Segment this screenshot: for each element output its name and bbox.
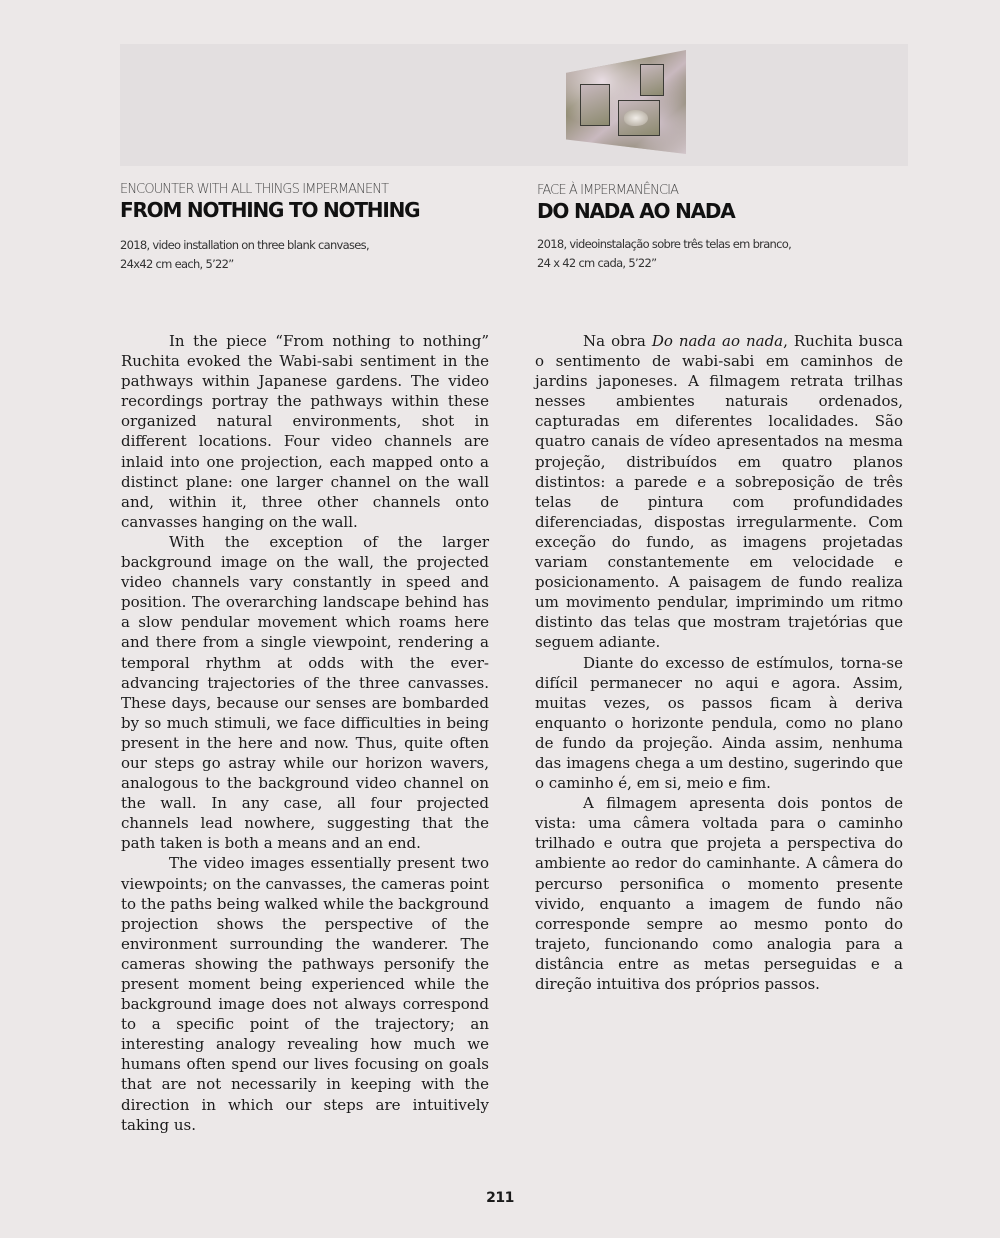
left-specs	[120, 236, 419, 274]
work-title-italic: Do nada ao nada	[651, 332, 784, 350]
body-paragraph: In the piece “From nothing to nothing” Ruchita evoked the Wabi-sabi sentiment in the pathways within Japanese gardens. The video recordings portray the pathways within these organized natural environments, shot in different locations. Four video channels are inlaid into one projection, each mapped onto a distinct plane: one larger channel on the wall and, within it, three other channels onto canvasses hanging on the wall.	[121, 332, 489, 531]
left-title: FROM NOTHING TO NOTHING	[120, 198, 420, 222]
right-spec-line: 24 x 42 cm cada, 5’22”	[537, 256, 657, 270]
body-paragraph: Diante do excesso de estímulos, torna-se difícil permanecer no aqui e agora. Assim, muitas vezes, os passos ficam à deriva enquanto o horizonte pendula, como no plano de fundo da projeção. Ainda assim, nenhuma das imagens chega a um destino, sugerindo que o caminho é, em si, meio e fim.	[535, 653, 903, 793]
right-title: DO NADA AO NADA	[537, 199, 735, 223]
right-heading	[537, 183, 791, 273]
paragraph-lead: Na obra	[583, 332, 652, 350]
left-spec-line: 2018, video installation on three blank canvases,	[120, 238, 369, 252]
left-spec-line: 24x42 cm each, 5’22”	[120, 257, 234, 271]
right-spec-line: 2018, videoinstalação sobre três telas em branco,	[537, 237, 792, 251]
body-paragraph	[535, 331, 903, 653]
header-banner	[120, 44, 908, 166]
left-kicker: ENCOUNTER WITH ALL THINGS IMPERMANENT	[120, 182, 389, 197]
canvas-panel	[640, 64, 664, 96]
body-paragraph: With the exception of the larger background image on the wall, the projected video channels vary constantly in speed and position. The overarching landscape behind has a slow pendular movement which roams here and there from a single viewpoint, rendering a temporal rhythm at odds with the ever-advancing trajectories of the three canvasses. These days, because our senses are bombarded by so much stimuli, we face difficulties in being present in the here and now. Thus, quite often our steps go astray while our horizon wavers, analogous to the background video channel on the wall. In any case, all four projected channels lead nowhere, suggesting that the path taken is both a means and an end.	[121, 532, 489, 853]
body-paragraph: A filmagem apresenta dois pontos de vista: uma câmera voltada para o caminho trilhado e outra que projeta a perspectiva do ambiente ao redor do caminhante. A câmera do percurso personifica o momento presente vivido, enquanto a imagem de fundo não corresponde sempre ao mesmo ponto do trajeto, funcionando como analogia para a distância entre as metas perseguidas e a direção intuitiva dos próprios passos.	[535, 794, 903, 993]
english-column	[121, 331, 489, 1135]
right-kicker: FACE À IMPERMANÊNCIA	[537, 183, 679, 198]
portuguese-column	[535, 331, 903, 994]
body-paragraph: The video images essentially present two viewpoints; on the canvasses, the cameras point to the paths being walked while the background projection shows the perspective of the environment surrounding the wanderer. The cameras showing the pathways personify the present moment being experienced while the background image does not always correspond to a specific point of the trajectory; an interesting analogy revealing how much we humans often spend our lives focusing on goals that are not necessarily in keeping with the direction in which our steps are intuitively taking us.	[121, 854, 489, 1134]
left-heading	[120, 182, 419, 274]
paragraph-rest: , Ruchita busca o sentimento de wabi-sabi em caminhos de jardins japoneses. A filmagem retrata trilhas nesses ambientes naturais ordenados, capturadas em diferentes localidades. São quatro canais de vídeo apresentados na mesma projeção, distribuídos em quatro planos distintos: a parede e a sobreposição de três telas de pintura com profundidades diferenciadas, dispostas irregularmente. Com exceção do fundo, as imagens projetadas variam constantemente em velocidade e posicionamento. A paisagem de fundo realiza um movimento pendular, imprimindo um ritmo distinto das telas que mostram trajetórias que seguem adiante.	[535, 332, 903, 652]
stone-image	[624, 110, 648, 126]
canvas-panel	[580, 84, 610, 126]
right-specs	[537, 235, 791, 273]
page-number: 211	[486, 1190, 514, 1206]
